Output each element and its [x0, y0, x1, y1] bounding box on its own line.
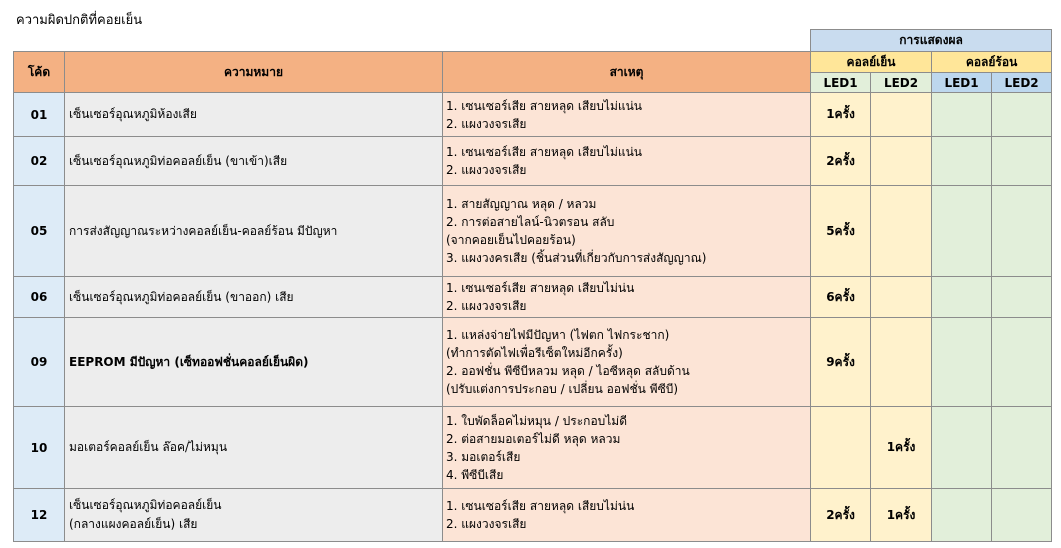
meaning-header: ความหมาย: [65, 52, 443, 93]
outdoor-led2-cell: [992, 277, 1052, 318]
error-code-table: [13, 29, 1052, 542]
table-row: [14, 186, 1052, 277]
cause-line: 2. ออฟชั่น พีซีบีหลวม หลุด / ไอซีหลุด สลับด้าน: [446, 364, 690, 378]
page-title: ความผิดปกติที่คอยเย็น: [16, 13, 143, 28]
indoor-led2-cell: [871, 318, 932, 407]
table-row: [14, 137, 1052, 186]
table-row: [14, 93, 1052, 137]
outdoor-unit-header: คอลย์ร้อน: [932, 52, 1052, 73]
cause-line: 2. ต่อสายมอเตอร์ไม่ดี หลุด หลวม: [446, 431, 621, 446]
row-code: 02: [14, 137, 65, 186]
cause-line: 3. มอเตอร์เสีย: [446, 449, 521, 464]
cause-line: 2. แผงวงจรเสีย: [446, 163, 527, 177]
outdoor-led1-cell: [932, 93, 992, 137]
table-row: [14, 489, 1052, 542]
meaning-line: (กลางแผงคอลย์เย็น) เสีย: [69, 517, 198, 531]
table-row: [14, 277, 1052, 318]
indoor-led1-cell: [811, 407, 871, 489]
row-cause: [443, 318, 811, 407]
row-meaning: มอเตอร์คอลย์เย็น ล๊อค/ไม่หมุน: [65, 407, 443, 489]
row-cause: [443, 93, 811, 137]
indoor-unit-header: คอลย์เย็น: [811, 52, 932, 73]
outdoor-led2-header: LED2: [992, 73, 1052, 93]
outdoor-led2-cell: [992, 318, 1052, 407]
indoor-led2-cell: [871, 137, 932, 186]
row-code: 01: [14, 93, 65, 137]
cause-line: 2. แผงวงจรเสีย: [446, 116, 527, 131]
cause-line: 1. เซนเซอร์เสีย สายหลุด เสียบไม่น่น: [446, 281, 635, 295]
cause-line: 1. เซนเซอร์เสีย สายหลุด เสียบไม่น่น: [446, 499, 635, 513]
row-meaning: เซ็นเซอร์อุณหภูมิห้องเสีย: [65, 93, 443, 137]
row-cause: [443, 137, 811, 186]
row-cause: [443, 407, 811, 489]
row-code: 05: [14, 186, 65, 277]
row-code: 10: [14, 407, 65, 489]
row-code: 09: [14, 318, 65, 407]
cause-line: (ทำการตัดไฟเพื่อรีเซ็ตใหม่อีกครั้ง): [446, 346, 623, 360]
row-meaning: เซ็นเซอร์อุณหภูมิท่อคอลย์เย็น (ขาเข้า)เสีย: [65, 137, 443, 186]
cause-line: 2. การต่อสายไลน์-นิวตรอน สลับ: [446, 215, 615, 229]
indoor-led1-cell: 6ครั้ง: [811, 277, 871, 318]
row-code: 06: [14, 277, 65, 318]
indoor-led2-cell: [871, 186, 932, 277]
cause-line: 2. แผงวงจรเสีย: [446, 299, 527, 313]
outdoor-led1-cell: [932, 137, 992, 186]
indoor-led1-cell: 2ครั้ง: [811, 137, 871, 186]
outdoor-led2-cell: [992, 489, 1052, 542]
row-cause: [443, 489, 811, 542]
cause-line: 1. เซนเซอร์เสีย สายหลุด เสียบไม่แน่น: [446, 98, 643, 113]
table-row: [14, 318, 1052, 407]
cause-line: 3. แผงวงครเสีย (ชิ้นส่วนที่เกี่ยวกับการส่งสัญญาณ): [446, 251, 707, 265]
row-meaning: การส่งสัญญาณระหว่างคอลย์เย็น-คอลย์ร้อน มีปัญหา: [65, 186, 443, 277]
display-header: การแสดงผล: [811, 30, 1052, 52]
indoor-led2-cell: [871, 93, 932, 137]
outdoor-led1-cell: [932, 407, 992, 489]
outdoor-led2-cell: [992, 137, 1052, 186]
row-meaning: เซ็นเซอร์อุณหภูมิท่อคอลย์เย็น (ขาออก) เสีย: [65, 277, 443, 318]
cause-line: 1. สายสัญญาณ หลุด / หลวม: [446, 197, 597, 211]
row-cause: [443, 186, 811, 277]
outdoor-led1-header: LED1: [932, 73, 992, 93]
cause-line: 1. ใบพัดล็อคไม่หมุน / ประกอบไม่ดี: [446, 413, 628, 428]
outdoor-led2-cell: [992, 186, 1052, 277]
cause-line: 1. เซนเซอร์เสีย สายหลุด เสียบไม่แน่น: [446, 145, 643, 159]
indoor-led1-cell: 2ครั้ง: [811, 489, 871, 542]
row-code: 12: [14, 489, 65, 542]
indoor-led2-cell: 1ครั้ง: [871, 489, 932, 542]
outdoor-led2-cell: [992, 93, 1052, 137]
code-header: โค้ด: [14, 52, 65, 93]
cause-line: (ปรับแต่งการประกอบ / เปลี่ยน ออฟชั่น พีซีบี): [446, 382, 679, 396]
outdoor-led1-cell: [932, 489, 992, 542]
cause-line: 2. แผงวงจรเสีย: [446, 517, 527, 531]
table-row: [14, 407, 1052, 489]
header-spacer: [14, 30, 811, 52]
cause-line: 4. พีซีบีเสีย: [446, 467, 504, 482]
indoor-led2-cell: [871, 277, 932, 318]
row-cause: [443, 277, 811, 318]
meaning-line: เซ็นเซอร์อุณหภูมิท่อคอลย์เย็น: [69, 498, 222, 512]
outdoor-led1-cell: [932, 318, 992, 407]
cause-header: สาเหตุ: [443, 52, 811, 93]
outdoor-led2-cell: [992, 407, 1052, 489]
indoor-led1-cell: 1ครั้ง: [811, 93, 871, 137]
outdoor-led1-cell: [932, 277, 992, 318]
cause-line: (จากคอยเย็นไปคอยร้อน): [446, 233, 576, 247]
indoor-led1-cell: 5ครั้ง: [811, 186, 871, 277]
indoor-led2-header: LED2: [871, 73, 932, 93]
row-meaning: [65, 489, 443, 542]
indoor-led1-cell: 9ครั้ง: [811, 318, 871, 407]
indoor-led1-header: LED1: [811, 73, 871, 93]
cause-line: 1. แหล่งจ่ายไฟมีปัญหา (ไฟตก ไฟกระชาก): [446, 328, 670, 342]
indoor-led2-cell: 1ครั้ง: [871, 407, 932, 489]
row-meaning: EEPROM มีปัญหา (เซ็ทออฟชั่นคอลย์เย็นผิด): [65, 318, 443, 407]
outdoor-led1-cell: [932, 186, 992, 277]
